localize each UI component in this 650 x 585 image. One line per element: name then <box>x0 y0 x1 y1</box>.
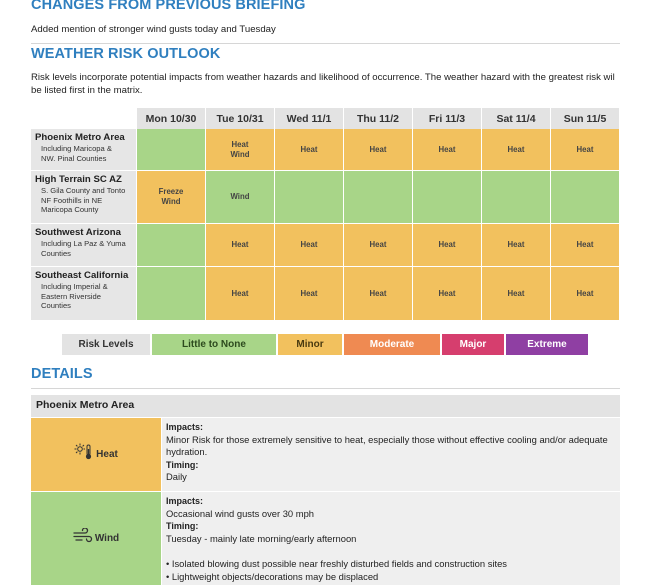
outlook-intro-line2: be listed first in the matrix. <box>31 85 143 96</box>
impacts-label: Impacts: <box>166 422 204 432</box>
risk-hazard-label: Heat <box>507 240 525 249</box>
risk-cell <box>137 171 206 224</box>
risk-hazard-label: Heat <box>507 288 525 298</box>
day-header: Mon 10/30 <box>137 108 206 129</box>
risk-cell <box>206 267 275 321</box>
region-name: High Terrain SC AZ <box>35 174 122 185</box>
day-header: Sat 11/4 <box>482 108 551 129</box>
risk-legend <box>62 334 590 355</box>
timing-label: Timing: <box>166 459 199 470</box>
region-subtitle: Counties <box>41 301 71 310</box>
risk-cell <box>275 171 344 224</box>
detail-row-wind <box>31 491 620 585</box>
risk-hazard-label: Heat <box>438 240 456 249</box>
day-header: Fri 11/3 <box>413 108 482 129</box>
thermometer-sun-icon <box>74 443 94 466</box>
region-name: Southeast California <box>35 270 129 281</box>
legend-little-to-none: Little to None <box>152 334 278 355</box>
matrix-row <box>31 129 620 171</box>
section-divider <box>31 43 620 44</box>
region-subtitle: Eastern Riverside <box>41 291 101 301</box>
risk-cell <box>344 171 413 224</box>
detail-hazard-heat <box>31 418 161 491</box>
risk-hazard-label: Heat <box>300 144 318 154</box>
risk-cell <box>413 129 482 171</box>
risk-matrix <box>31 108 620 321</box>
risk-cell <box>551 224 620 267</box>
risk-hazard-label: Heat <box>576 240 594 249</box>
risk-hazard-label: Heat <box>369 288 387 298</box>
risk-cell <box>413 224 482 267</box>
day-header: Sun 11/5 <box>551 108 620 129</box>
wind-icon <box>73 528 93 549</box>
timing-label: Timing: <box>166 521 199 531</box>
risk-hazard-label: Wind <box>230 149 250 159</box>
risk-cell <box>551 171 620 224</box>
risk-cell <box>551 267 620 321</box>
matrix-row <box>31 171 620 224</box>
risk-hazard-label: Heat <box>231 139 249 149</box>
details-area-name: Phoenix Metro Area <box>36 399 135 411</box>
risk-cell <box>137 224 206 267</box>
risk-cell <box>482 224 551 267</box>
risk-cell <box>551 129 620 171</box>
risk-hazard-label: Freeze <box>158 187 184 196</box>
region-subtitle: Counties <box>41 248 71 258</box>
risk-hazard-label: Heat <box>300 288 318 298</box>
risk-cell <box>482 267 551 321</box>
risk-cell <box>344 129 413 171</box>
risk-cell <box>482 171 551 224</box>
region-subtitle: Including La Paz & Yuma <box>41 239 126 248</box>
changes-text: Added mention of stronger wind gusts today and Tuesday <box>31 24 276 35</box>
risk-hazard-label: Wind <box>230 192 250 201</box>
risk-hazard-label: Heat <box>576 288 594 298</box>
impacts-text: Occasional wind gusts over 30 mph <box>166 507 314 519</box>
matrix-header-row <box>31 108 620 129</box>
risk-hazard-label: Wind <box>161 197 181 206</box>
detail-hazard-wind <box>31 492 161 585</box>
risk-cell <box>137 267 206 321</box>
legend-label: Risk Levels <box>62 334 152 355</box>
risk-cell <box>344 267 413 321</box>
risk-hazard-label: Heat <box>576 144 594 154</box>
region-subtitle: Maricopa County <box>41 205 99 214</box>
risk-cell <box>413 267 482 321</box>
matrix-row-header <box>31 129 137 171</box>
risk-cell <box>482 129 551 171</box>
legend-major: Major <box>442 334 506 355</box>
details-title: DETAILS <box>31 366 93 382</box>
risk-cell <box>344 224 413 267</box>
risk-cell <box>206 224 275 267</box>
bullet-item: • Isolated blowing dust possible near freshly disturbed fields and construction sites <box>166 558 507 569</box>
risk-cell <box>275 129 344 171</box>
risk-cell <box>137 129 206 171</box>
risk-hazard-label: Heat <box>507 144 525 154</box>
day-header: Tue 10/31 <box>206 108 275 129</box>
matrix-corner <box>31 108 137 129</box>
legend-minor: Minor <box>278 334 344 355</box>
risk-cell <box>206 171 275 224</box>
impacts-label: Impacts: <box>166 496 204 506</box>
detail-text-heat <box>162 418 620 491</box>
detail-row-heat <box>31 417 620 491</box>
day-header: Wed 11/1 <box>275 108 344 129</box>
matrix-row-header <box>31 224 137 267</box>
outlook-title: WEATHER RISK OUTLOOK <box>31 46 221 62</box>
details-divider <box>31 388 620 389</box>
risk-cell <box>413 171 482 224</box>
risk-hazard-label: Heat <box>369 240 387 249</box>
matrix-row <box>31 224 620 267</box>
region-subtitle: Including Maricopa & <box>41 144 112 153</box>
region-subtitle: S. Gila County and Tonto <box>41 186 126 195</box>
legend-extreme: Extreme <box>506 334 590 355</box>
legend-moderate: Moderate <box>344 334 442 355</box>
risk-hazard-label: Heat <box>231 288 249 298</box>
bullet-item: • Lightweight objects/decorations may be displaced <box>166 570 379 582</box>
matrix-row-header <box>31 171 137 224</box>
impacts-text: Minor Risk for those extremely sensitive to heat, especially those without effective cooling and/or adequate hydration. <box>166 433 608 457</box>
risk-cell <box>275 224 344 267</box>
region-name: Phoenix Metro Area <box>35 132 125 143</box>
risk-cell <box>206 129 275 171</box>
day-header: Thu 11/2 <box>344 108 413 129</box>
changes-title: CHANGES FROM PREVIOUS BRIEFING <box>31 0 306 13</box>
region-subtitle: Including Imperial & <box>41 282 108 291</box>
region-subtitle: NF Foothills in NE <box>41 195 103 205</box>
outlook-intro-line1: Risk levels incorporate potential impacts from weather hazards and likelihood of occurrence. The weather hazard with the greatest risk wil <box>31 72 615 83</box>
risk-hazard-label: Heat <box>438 144 456 154</box>
timing-text: Daily <box>166 471 187 482</box>
risk-cell <box>275 267 344 321</box>
risk-hazard-label: Heat <box>438 288 456 298</box>
risk-hazard-label: Heat <box>300 240 318 249</box>
detail-text-wind <box>162 492 620 585</box>
region-subtitle: NW. Pinal Counties <box>41 153 107 163</box>
matrix-row-header <box>31 267 137 321</box>
risk-hazard-label: Heat <box>231 240 249 249</box>
timing-text: Tuesday - mainly late morning/early afternoon <box>166 532 357 544</box>
hazard-label-wind: Wind <box>94 533 120 544</box>
matrix-row <box>31 267 620 321</box>
hazard-label-heat: Heat <box>96 449 118 460</box>
details-area-header <box>31 395 620 417</box>
risk-hazard-label: Heat <box>369 144 387 154</box>
region-name: Southwest Arizona <box>35 227 121 238</box>
